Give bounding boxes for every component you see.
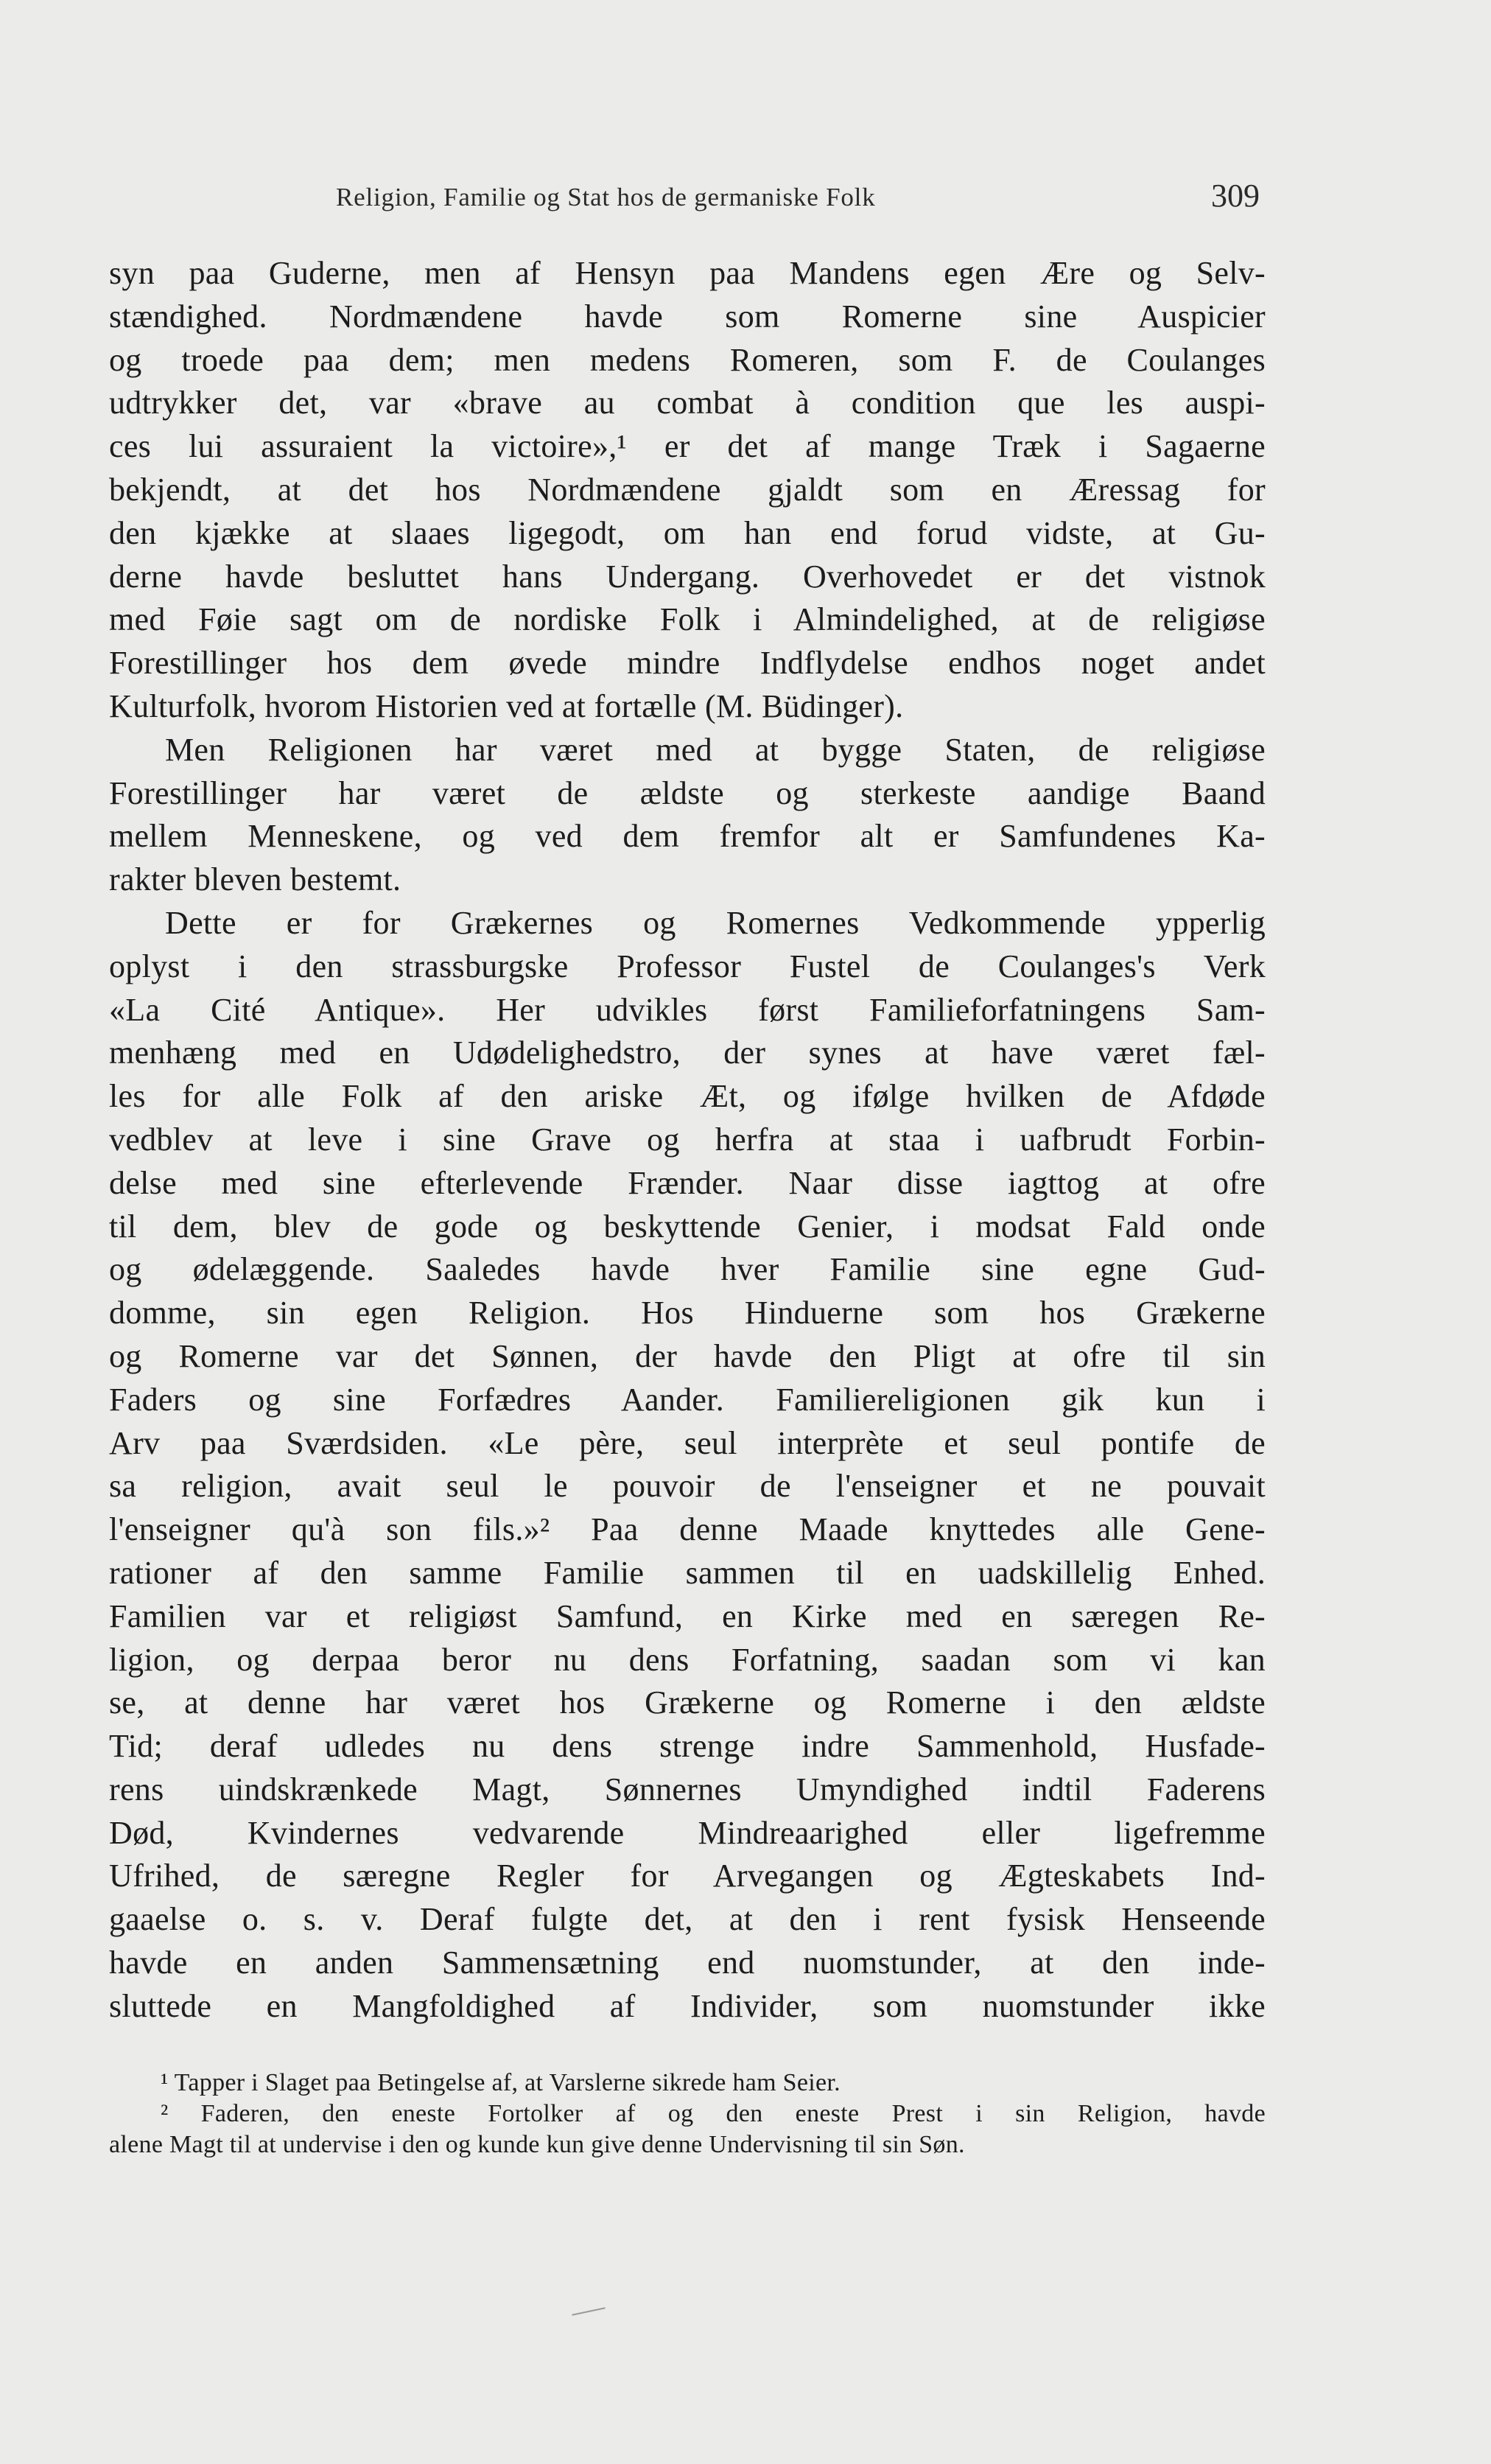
pencil-mark bbox=[572, 2307, 605, 2316]
text-line: Forestillinger har været de ældste og sterkeste aandige Baand bbox=[109, 774, 1266, 811]
text-line: Tid; deraf udledes nu dens strenge indre Sammenhold, Husfade- bbox=[109, 1728, 1266, 1765]
text-line: syn paa Guderne, men af Hensyn paa Mandens egen Ære og Selv- bbox=[109, 255, 1266, 291]
text-line: Arv paa Sværdsiden. «Le père, seul interprète et seul pontife de bbox=[109, 1424, 1266, 1461]
text-line: den kjække at slaaes ligegodt, om han end forud vidste, at Gu- bbox=[109, 514, 1266, 551]
text-line: Død, Kvindernes vedvarende Mindreaarighed eller ligefremme bbox=[109, 1814, 1266, 1851]
text-line: oplyst i den strassburgske Professor Fustel de Coulanges's Verk bbox=[109, 948, 1266, 984]
text-line: delse med sine efterlevende Frænder. Naar disse iagttog at ofre bbox=[109, 1164, 1266, 1201]
text-line: Forestillinger hos dem øvede mindre Indflydelse endhos noget andet bbox=[109, 645, 1266, 682]
text-line: Men Religionen har været med at bygge Staten, de religiøse bbox=[165, 731, 1266, 768]
text-line: rationer af den samme Familie sammen til en uadskillelig Enhed. bbox=[109, 1554, 1266, 1591]
text-line: og ødelæggende. Saaledes havde hver Familie sine egne Gud- bbox=[109, 1251, 1266, 1288]
body-text bbox=[109, 252, 1266, 2029]
text-line: «La Cité Antique». Her udvikles først Familieforfatningens Sam- bbox=[109, 991, 1266, 1028]
text-line: Faders og sine Forfædres Aander. Familiereligionen gik kun i bbox=[109, 1381, 1266, 1418]
text-line: og Romerne var det Sønnen, der havde den Pligt at ofre til sin bbox=[109, 1337, 1266, 1374]
page-number: 309 bbox=[1211, 178, 1260, 214]
text-line: til dem, blev de gode og beskyttende Genier, i modsat Fald onde bbox=[109, 1208, 1266, 1245]
text-line: havde en anden Sammensætning end nuomstunder, at den inde- bbox=[109, 1945, 1266, 1981]
footnote: alene Magt til at undervise i den og kunde kun give denne Undervisning til sin Søn. bbox=[109, 2131, 965, 2158]
footnotes bbox=[109, 2068, 1266, 2160]
text-line: les for alle Folk af den ariske Æt, og ifølge hvilken de Afdøde bbox=[109, 1078, 1266, 1115]
text-line: sluttede en Mangfoldighed af Individer, som nuomstunder ikke bbox=[109, 1987, 1266, 2024]
text-line: Kulturfolk, hvorom Historien ved at fortælle (M. Büdinger). bbox=[109, 687, 904, 724]
text-line: bekjendt, at det hos Nordmændene gjaldt som en Æressag for bbox=[109, 471, 1266, 508]
text-line: rens uindskrænkede Magt, Sønnernes Umyndighed indtil Faderens bbox=[109, 1771, 1266, 1807]
text-line: ces lui assuraient la victoire»,¹ er det af mange Træk i Sagaerne bbox=[109, 428, 1266, 465]
text-line: menhæng med en Udødelighedstro, der synes at have været fæl- bbox=[109, 1035, 1266, 1071]
text-line: l'enseigner qu'à son fils.»² Paa denne Maade knyttedes alle Gene- bbox=[109, 1511, 1266, 1548]
text-line: rakter bleven bestemt. bbox=[109, 861, 401, 898]
text-line: med Føie sagt om de nordiske Folk i Almindelighed, at de religiøse bbox=[109, 601, 1266, 638]
text-line: Dette er for Grækernes og Romernes Vedkommende ypperlig bbox=[165, 904, 1266, 941]
text-line: udtrykker det, var «brave au combat à condition que les auspi- bbox=[109, 385, 1266, 421]
text-line: se, at denne har været hos Grækerne og Romerne i den ældste bbox=[109, 1684, 1266, 1721]
footnote: ² Faderen, den eneste Fortolker af og den eneste Prest i sin Religion, havde bbox=[161, 2100, 1266, 2127]
text-line: vedblev at leve i sine Grave og herfra at staa i uafbrudt Forbin- bbox=[109, 1121, 1266, 1158]
footnote: ¹ Tapper i Slaget paa Betingelse af, at Varslerne sikrede ham Seier. bbox=[161, 2069, 841, 2096]
text-line: gaaelse o. s. v. Deraf fulgte det, at den i rent fysisk Henseende bbox=[109, 1901, 1266, 1938]
text-line: Ufrihed, de særegne Regler for Arvegangen og Ægteskabets Ind- bbox=[109, 1858, 1266, 1894]
text-line: domme, sin egen Religion. Hos Hinduerne som hos Grækerne bbox=[109, 1295, 1266, 1331]
text-line: sa religion, avait seul le pouvoir de l'enseigner et ne pouvait bbox=[109, 1468, 1266, 1505]
text-line: mellem Menneskene, og ved dem fremfor alt er Samfundenes Ka- bbox=[109, 818, 1266, 855]
text-line: Familien var et religiøst Samfund, en Kirke med en særegen Re- bbox=[109, 1597, 1266, 1634]
text-line: derne havde besluttet hans Undergang. Overhovedet er det vistnok bbox=[109, 558, 1266, 595]
text-line: og troede paa dem; men medens Romeren, som F. de Coulanges bbox=[109, 341, 1266, 378]
text-line: stændighed. Nordmændene havde som Romerne sine Auspicier bbox=[109, 298, 1266, 335]
running-head: Religion, Familie og Stat hos de germaniske Folk bbox=[336, 183, 876, 211]
text-line: ligion, og derpaa beror nu dens Forfatning, saadan som vi kan bbox=[109, 1641, 1266, 1678]
